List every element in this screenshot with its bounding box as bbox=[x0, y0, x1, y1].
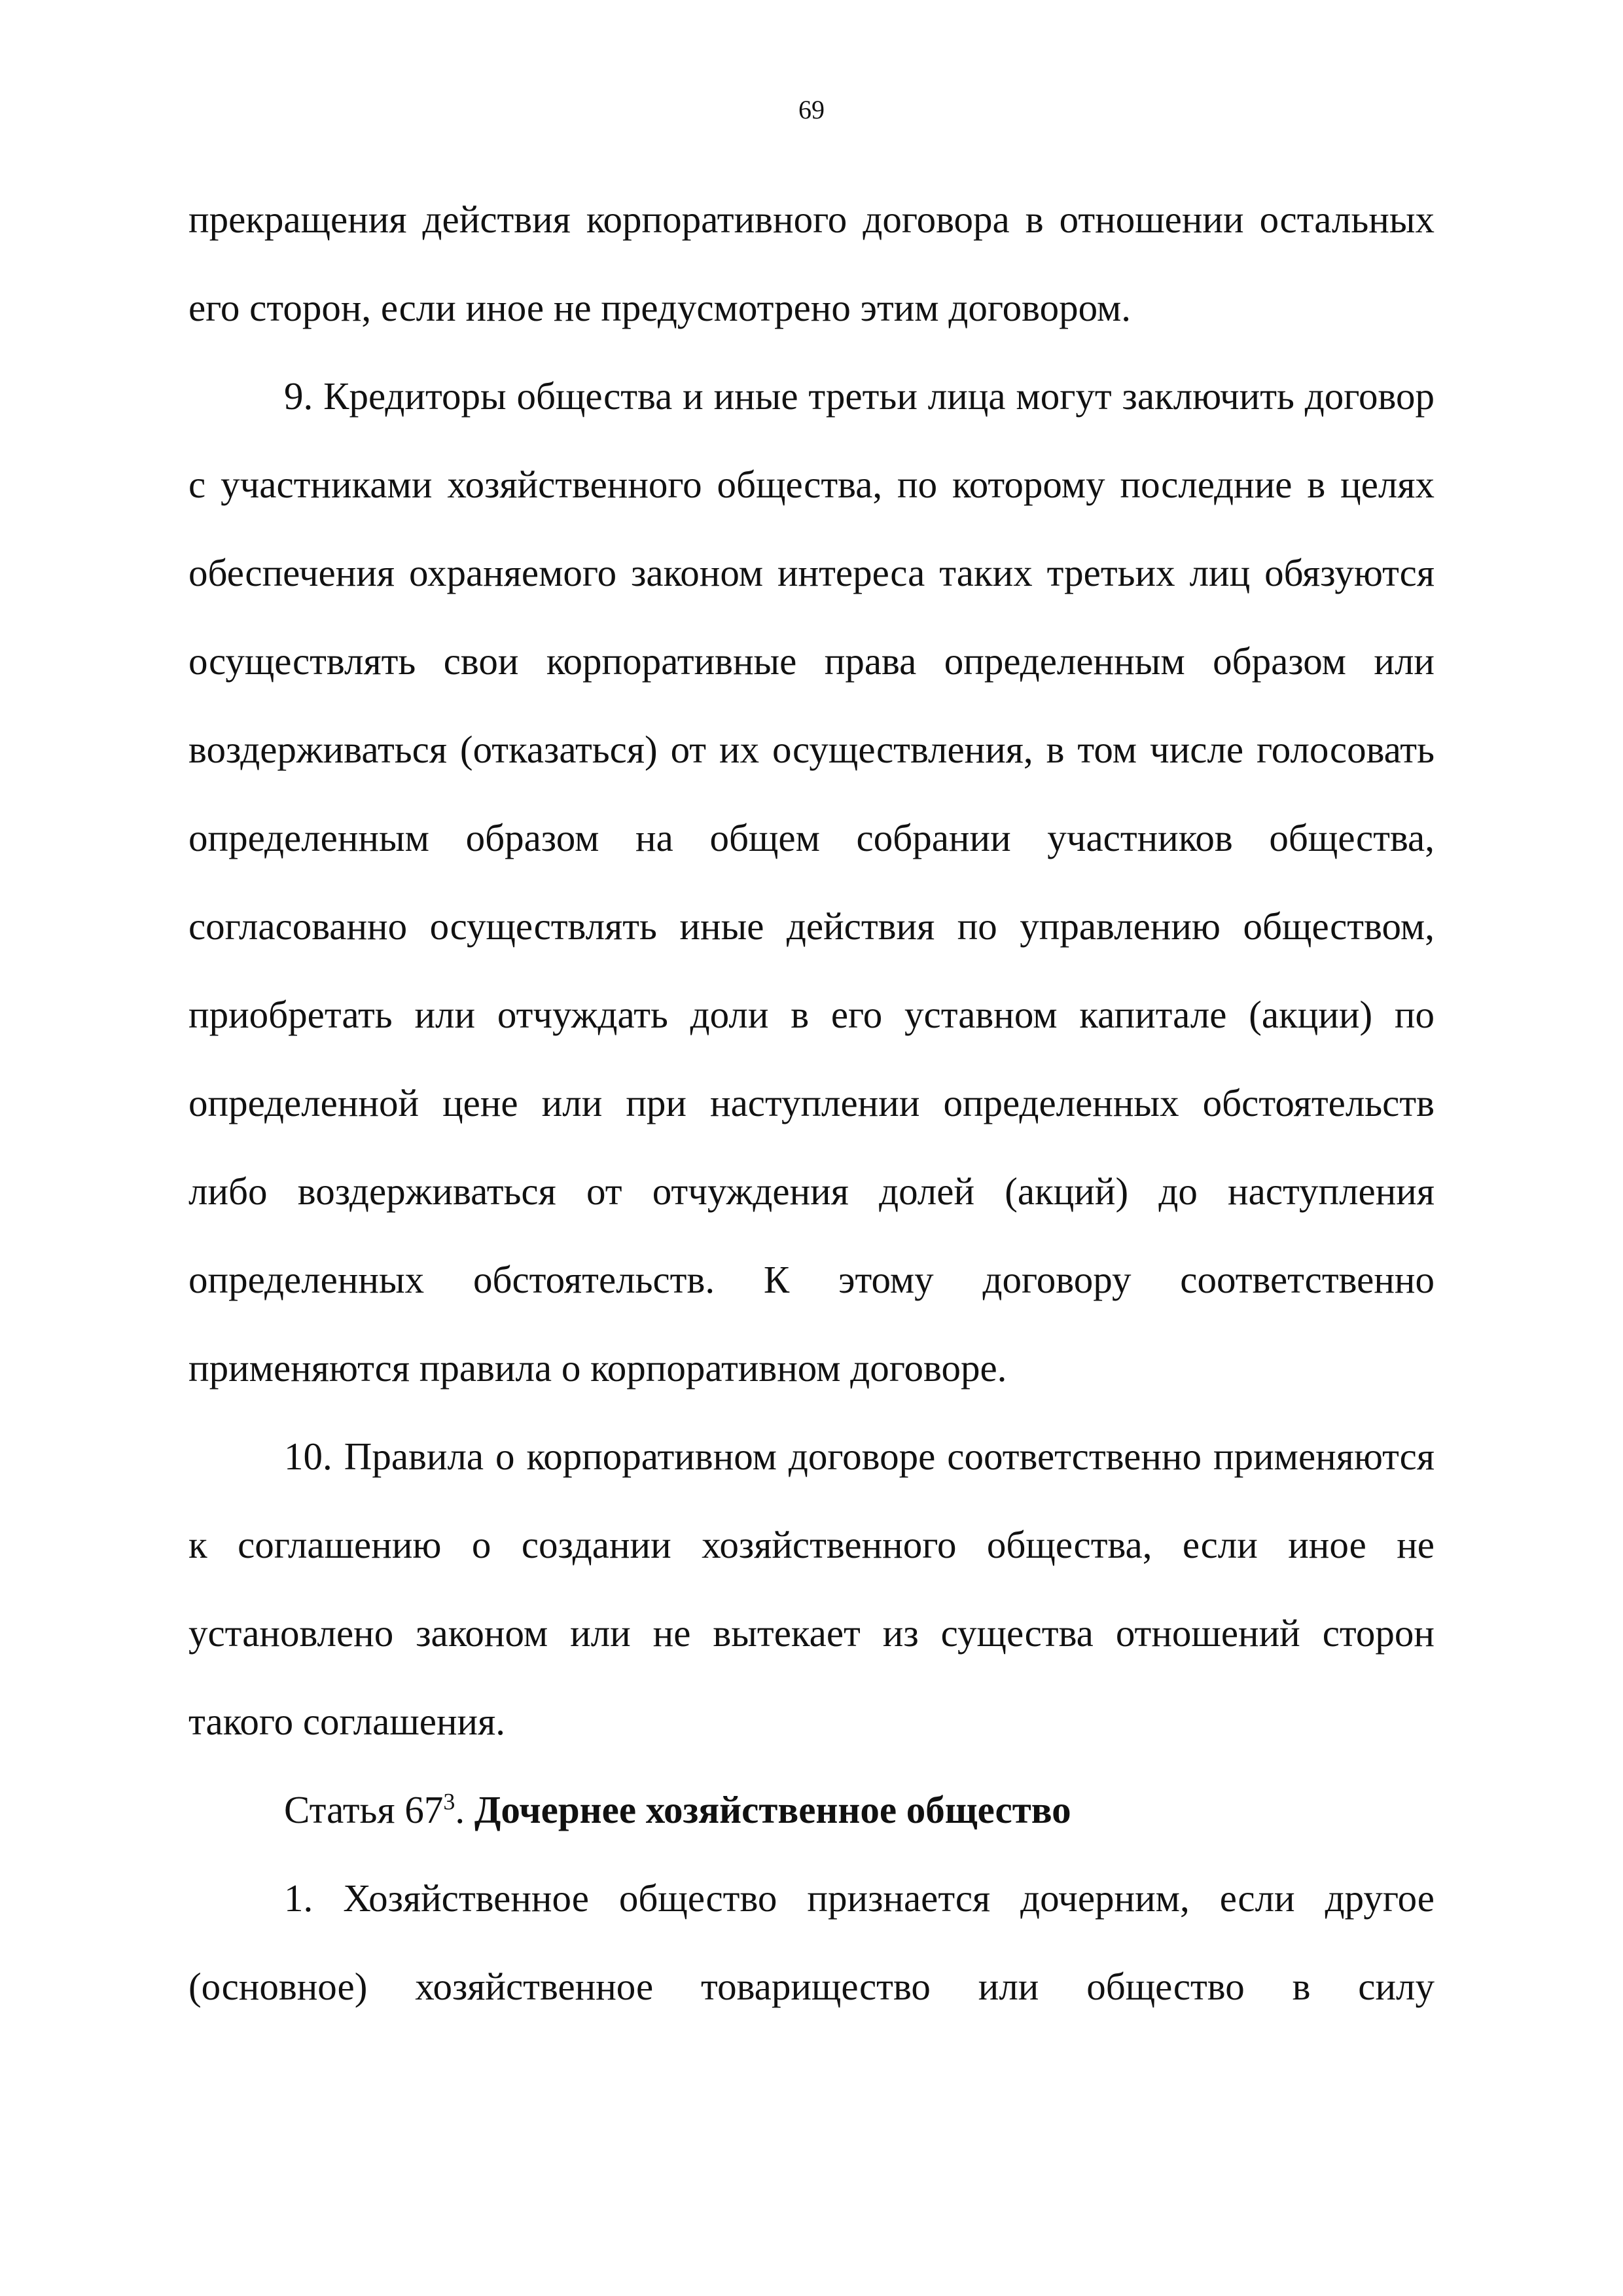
text-line: (основное) хозяйственное товарищество или общество в силу bbox=[188, 1965, 1435, 2008]
text-line: 10. Правила о корпоративном договоре соответственно применяются bbox=[284, 1435, 1435, 1478]
text-line: установлено законом или не вытекает из существа отношений сторон bbox=[188, 1611, 1435, 1655]
page-number: 69 bbox=[798, 95, 825, 124]
paragraph-clause-10 bbox=[188, 1412, 1435, 1766]
text-line: определенной цене или при наступлении определенных обстоятельств bbox=[188, 1081, 1435, 1124]
paragraph-clause-9 bbox=[188, 352, 1435, 1412]
paragraph-article-clause-1 bbox=[188, 1854, 1435, 2031]
text-line: 9. Кредиторы общества и иные третьи лица могут заключить договор bbox=[284, 374, 1435, 418]
text-line: 1. Хозяйственное общество признается дочерним, если другое bbox=[284, 1876, 1435, 1920]
article-separator: . bbox=[455, 1788, 474, 1831]
text-line: к соглашению о создании хозяйственного общества, если иное не bbox=[188, 1523, 1435, 1566]
text-line: применяются правила о корпоративном договоре. bbox=[188, 1346, 1007, 1390]
text-line: приобретать или отчуждать доли в его уставном капитале (акции) по bbox=[188, 993, 1435, 1036]
article-number: Статья 67 bbox=[284, 1788, 444, 1831]
text-line: обеспечения охраняемого законом интереса таких третьих лиц обязуются bbox=[188, 551, 1435, 594]
text-line: его сторон, если иное не предусмотрено этим договором. bbox=[188, 286, 1132, 329]
text-line: определенных обстоятельств. К этому договору соответственно bbox=[188, 1258, 1435, 1301]
text-line: либо воздерживаться от отчуждения долей (акций) до наступления bbox=[188, 1170, 1435, 1213]
article-heading bbox=[188, 1766, 1435, 1854]
text-line: прекращения действия корпоративного договора в отношении остальных bbox=[188, 198, 1435, 241]
article-superscript: 3 bbox=[443, 1788, 455, 1815]
text-line: с участниками хозяйственного общества, по которому последние в целях bbox=[188, 463, 1435, 506]
text-line: согласованно осуществлять иные действия по управлению обществом, bbox=[188, 905, 1435, 948]
document-body bbox=[188, 175, 1435, 2031]
article-title: Дочернее хозяйственное общество bbox=[474, 1788, 1071, 1831]
text-line: определенным образом на общем собрании участников общества, bbox=[188, 816, 1435, 859]
paragraph-continuation bbox=[188, 175, 1435, 352]
text-line: осуществлять свои корпоративные права определенным образом или bbox=[188, 639, 1435, 683]
text-line: воздерживаться (отказаться) от их осуществления, в том числе голосовать bbox=[188, 728, 1435, 771]
text-line: такого соглашения. bbox=[188, 1700, 506, 1743]
